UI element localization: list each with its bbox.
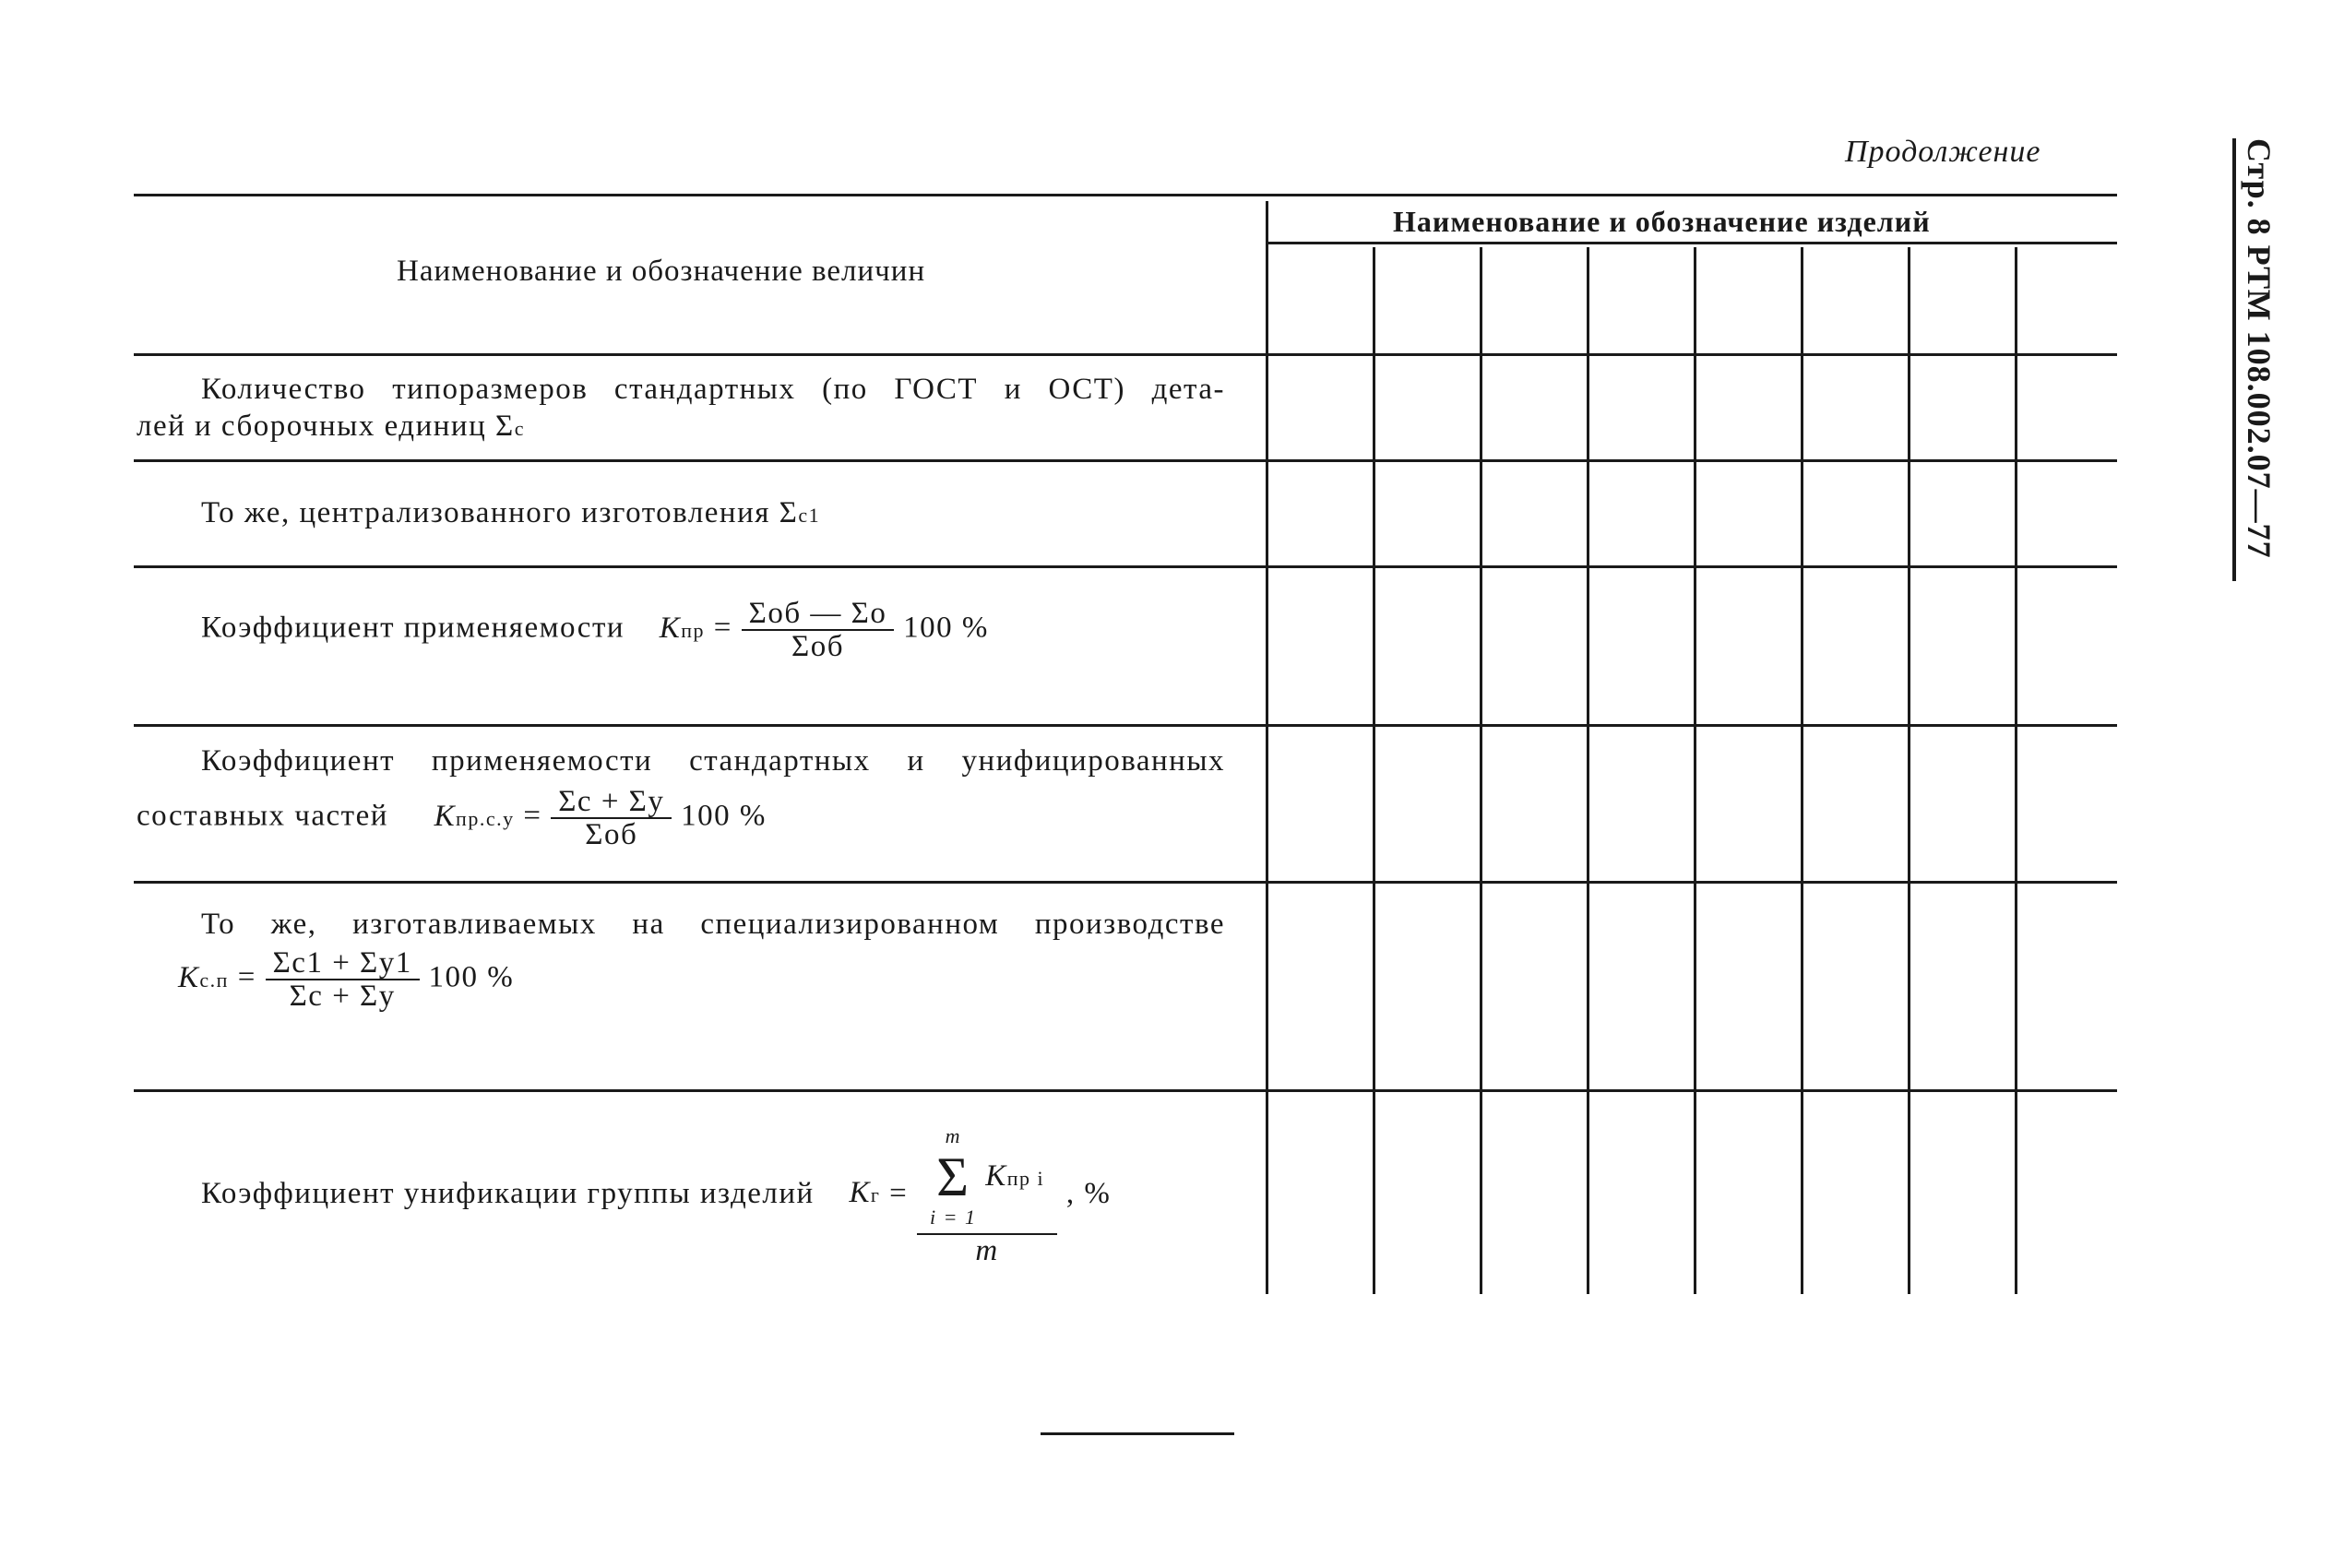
row-4-label: составных частей [137, 799, 388, 833]
row-5-symbol [178, 961, 229, 994]
row-6-symbol-subscript: г [870, 1182, 881, 1206]
row-6-numerator-term [985, 1159, 1044, 1193]
row-5-fraction [266, 947, 420, 1012]
row-2-text: То же, централизованного изготовления Σ [201, 496, 799, 529]
row-4-symbol [434, 800, 515, 833]
column-divider-main [1266, 201, 1268, 1294]
row-4-symbol-letter: К [434, 799, 457, 833]
side-page-label [2232, 138, 2288, 581]
row-6-term-letter: К [985, 1158, 1007, 1193]
row-5-symbol-letter: К [178, 960, 200, 994]
row-5-line-2 [178, 947, 1225, 1012]
row-rule-1 [134, 459, 2117, 462]
row-rule-2 [134, 565, 2117, 568]
table-row [137, 909, 1225, 1012]
row-6-sum-top: m [945, 1124, 961, 1147]
row-3-numerator: Σоб — Σо [742, 598, 895, 631]
row-6-denominator: m [975, 1234, 999, 1267]
column-divider-7 [2015, 247, 2017, 1294]
row-6-label: Коэффициент унификации группы изделий [201, 1177, 815, 1210]
table-top-rule [134, 194, 2117, 196]
column-divider-4 [1694, 247, 1696, 1294]
table-row [137, 371, 1225, 447]
page-bottom-rule [1041, 1432, 1234, 1435]
row-6-numerator [917, 1121, 1057, 1235]
row-3-fraction [742, 598, 895, 662]
continuation-label: Продолжение [1845, 135, 2041, 169]
row-rule-5 [134, 1089, 2117, 1092]
row-rule-4 [134, 881, 2117, 884]
row-4-symbol-subscript: пр.с.у [456, 806, 515, 830]
column-divider-6 [1908, 247, 1910, 1294]
column-header-quantities: Наименование и обозначение величин [397, 255, 926, 288]
row-2-subscript: с1 [798, 504, 821, 527]
side-label-rule [2232, 138, 2236, 581]
row-5-denominator: Σс + Σу [289, 980, 396, 1013]
row-3-symbol [660, 612, 705, 645]
row-6-sum-sign: Σ [936, 1146, 970, 1207]
row-3-label: Коэффициент применяемости [201, 611, 625, 645]
header-bottom-rule [134, 353, 2117, 356]
row-1-subscript: с [514, 417, 525, 440]
table-row [137, 745, 1225, 850]
row-4-equals: = [523, 799, 552, 833]
row-6-symbol [849, 1176, 880, 1209]
header-split-rule [1268, 242, 2117, 244]
row-4-line-1: Коэффициент применяемости стандартных и унифицированных [201, 744, 1225, 778]
row-3-symbol-letter: К [659, 611, 682, 645]
row-1-line-2 [137, 408, 1225, 447]
row-5-equals: = [237, 960, 266, 994]
row-4-denominator: Σоб [585, 818, 638, 851]
row-6-fraction [917, 1121, 1057, 1266]
column-divider-2 [1480, 247, 1482, 1294]
row-6-sum-bottom: i = 1 [930, 1206, 977, 1229]
column-divider-5 [1801, 247, 1803, 1294]
row-4-line-2 [137, 786, 1225, 850]
row-5-line-1: То же, изготавливаемых на специализированном производстве [201, 908, 1225, 941]
row-6-sum-operator [930, 1121, 976, 1233]
row-5-numerator: Σс1 + Σу1 [266, 947, 420, 980]
column-divider-1 [1373, 247, 1375, 1294]
row-4-tail: 100 % [681, 799, 767, 833]
row-3-tail: 100 % [903, 611, 989, 645]
table-row [201, 598, 989, 662]
row-rule-3 [134, 724, 2117, 727]
column-header-products: Наименование и обозначение изделий [1393, 205, 1931, 238]
row-4-fraction [551, 786, 672, 850]
side-label-text: Стр. 8 РТМ 108.002.07—77 [2241, 138, 2278, 559]
row-5-tail: 100 % [428, 960, 515, 994]
row-3-denominator: Σоб [791, 630, 844, 663]
row-6-term-subscript: пр i [1006, 1166, 1045, 1190]
table-row [201, 494, 820, 534]
column-divider-3 [1587, 247, 1589, 1294]
table-row [201, 1121, 1111, 1266]
row-3-symbol-subscript: пр [681, 618, 705, 642]
row-4-numerator: Σс + Σу [551, 786, 672, 819]
row-5-symbol-subscript: с.п [199, 968, 229, 992]
row-6-equals: = [889, 1177, 918, 1210]
row-6-symbol-letter: К [849, 1175, 871, 1209]
row-1-line-1: Количество типоразмеров стандартных (по ГОСТ и ОСТ) дета- [201, 373, 1225, 406]
row-3-equals: = [713, 611, 742, 645]
row-1-line-2-text: лей и сборочных единиц Σ [137, 410, 515, 443]
row-6-tail: , % [1065, 1177, 1112, 1210]
